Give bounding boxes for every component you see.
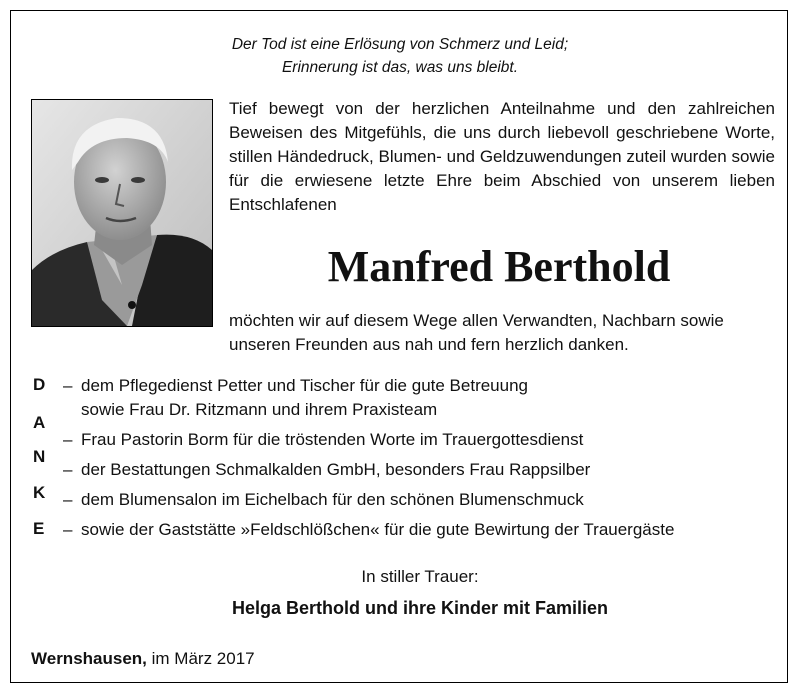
place-date-text: im März 2017	[151, 649, 255, 668]
portrait-photo	[31, 99, 213, 327]
list-item: – sowie der Gaststätte »Feldschlößchen« für die gute Bewirtung der Trauergäste	[63, 520, 675, 539]
list-item: – dem Pflegedienst Petter und Tischer für die gute Betreuung	[63, 376, 528, 395]
deceased-name: Manfred Berthold	[327, 242, 671, 291]
danke-letter: N	[33, 447, 46, 466]
list-item: – dem Blumensalon im Eichelbach für den schönen Blumenschmuck	[63, 490, 584, 509]
thanks-list	[63, 374, 783, 542]
motto-line-2: Erinnerung ist das, was uns bleibt.	[281, 59, 519, 76]
list-item: sowie Frau Dr. Ritzmann und ihrem Praxisteam	[81, 400, 438, 419]
portrait-image	[32, 100, 212, 326]
danke-letter: K	[33, 483, 46, 502]
list-item: – Frau Pastorin Borm für die tröstenden Worte im Trauergottesdienst	[63, 430, 584, 449]
danke-letter: D	[33, 375, 46, 394]
motto	[11, 33, 789, 79]
place-date	[31, 649, 255, 669]
thanks-text: möchten wir auf diesem Wege allen Verwandten, Nachbarn sowie unseren Freunden aus nah und fern herzlich danken.	[229, 311, 724, 354]
signature-intro: In stiller Trauer:	[361, 567, 479, 586]
danke-letter: A	[33, 413, 46, 432]
obituary-card	[10, 10, 788, 683]
list-item: – der Bestattungen Schmalkalden GmbH, besonders Frau Rappsilber	[63, 460, 591, 479]
intro-text: Tief bewegt von der herzlichen Anteilnahme und den zahlreichen Beweisen des Mitgefühls, die uns durch liebevoll geschriebene Worte, stillen Händedruck, Blumen- und Geldzuwendungen zuteil wurden sowie für die erwiesene letzte Ehre beim Abschied von unserem lieben Entschlafenen	[229, 99, 775, 214]
signature-names: Helga Berthold und ihre Kinder mit Familien	[231, 598, 609, 618]
danke-letter: E	[33, 519, 45, 538]
place-town: Wernshausen,	[31, 649, 147, 668]
motto-line-1: Der Tod ist eine Erlösung von Schmerz und Leid;	[231, 36, 569, 53]
